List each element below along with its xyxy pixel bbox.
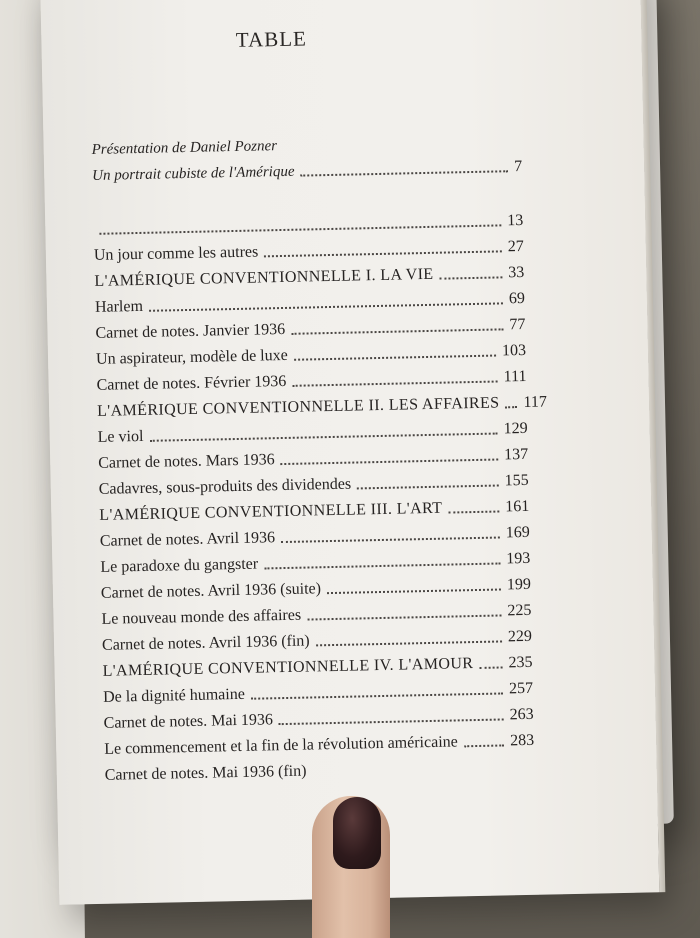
toc-entry-label: Le viol <box>97 427 144 446</box>
toc-entry-page: 193 <box>506 549 531 568</box>
toc-entry-page: 283 <box>509 731 535 750</box>
dot-leader <box>264 250 502 257</box>
dot-leader <box>291 328 503 334</box>
toc-entry-page: 225 <box>507 601 532 620</box>
toc-entry-label: Un jour comme les autres <box>93 243 259 264</box>
toc-entry-page: 169 <box>505 523 530 542</box>
toc-entry-page: 27 <box>507 237 524 256</box>
dot-leader <box>479 666 502 668</box>
dot-leader <box>251 692 503 699</box>
toc-entry-label: Carnet de notes. Février 1936 <box>96 372 287 394</box>
dot-leader <box>301 170 509 176</box>
toc-entry-page: 7 <box>513 157 523 176</box>
dot-leader <box>279 718 504 725</box>
dot-leader <box>307 614 501 620</box>
toc-entry-page: 235 <box>508 653 533 672</box>
toc-entry-label: Harlem <box>94 297 144 316</box>
page-title: TABLE <box>235 26 308 52</box>
dot-leader <box>327 588 501 594</box>
toc-entry-label: Carnet de notes. Mai 1936 (fin) <box>104 762 307 784</box>
toc-entry-label: Le paradoxe du gangster <box>100 555 259 576</box>
dot-leader <box>292 381 497 387</box>
toc-entry-page: 33 <box>508 263 525 282</box>
toc-entry-page: 155 <box>504 471 529 490</box>
painted-fingernail <box>333 797 381 869</box>
toc-entry-label: L'AMÉRIQUE CONVENTIONNELLE III. L'ART <box>99 499 443 524</box>
toc-entry-label: Cadavres, sous-produits des dividendes <box>98 475 352 498</box>
dot-leader <box>440 276 503 279</box>
dot-leader <box>264 562 500 569</box>
toc-entry-label: Le commencement et la fin de la révolution américaine <box>104 733 458 758</box>
toc-entry-page: 129 <box>503 419 528 438</box>
toc-entry-label: Carnet de notes. Avril 1936 (fin) <box>101 632 310 654</box>
toc-entry-page: 263 <box>509 705 534 724</box>
toc-entry-page: 103 <box>501 341 527 360</box>
toc-entry-label: Carnet de notes. Janvier 1936 <box>95 320 286 342</box>
toc-entry-label: Le nouveau monde des affaires <box>101 606 302 628</box>
dot-leader <box>281 459 499 466</box>
toc-entry-label: Carnet de notes. Mars 1936 <box>98 451 275 472</box>
toc-entry-page: 161 <box>505 497 530 516</box>
toc-entry-page: 199 <box>506 575 532 594</box>
toc-entry-label: Carnet de notes. Avril 1936 <box>99 529 276 550</box>
dot-leader <box>281 536 500 543</box>
toc-entry-label: Un portrait cubiste de l'Amérique <box>92 163 295 184</box>
dot-leader <box>506 406 518 408</box>
dot-leader <box>357 485 499 490</box>
toc-entry-label: L'AMÉRIQUE CONVENTIONNELLE I. LA VIE <box>94 265 434 290</box>
book-page <box>40 0 659 905</box>
toc-entry-page: 229 <box>507 627 533 646</box>
toc-entry-label: Carnet de notes. Mai 1936 <box>103 711 274 732</box>
toc-entry-label: De la dignité humaine <box>102 685 246 706</box>
dot-leader <box>464 744 504 747</box>
dot-leader <box>316 640 502 646</box>
toc-entry-label: Présentation de Daniel Pozner <box>91 138 278 158</box>
toc-entry-label: Carnet de notes. Avril 1936 (suite) <box>100 580 322 602</box>
toc-entry-page: 257 <box>508 679 534 698</box>
toc-entry-page: 69 <box>508 289 526 308</box>
toc-entry-label: L'AMÉRIQUE CONVENTIONNELLE II. LES AFFAIRES <box>96 394 500 420</box>
table-of-contents <box>91 125 548 784</box>
toc-entry-page: 111 <box>503 367 527 386</box>
dot-leader <box>294 355 496 361</box>
toc-entry-label: Un aspirateur, modèle de luxe <box>95 346 288 368</box>
dot-leader <box>448 510 499 513</box>
toc-entry-page: 137 <box>503 445 529 464</box>
toc-entry-label: L'AMÉRIQUE CONVENTIONNELLE IV. L'AMOUR <box>102 655 474 680</box>
toc-entry-page: 117 <box>523 393 548 411</box>
toc-entry-page: 77 <box>509 315 526 334</box>
toc-entry-page: 13 <box>507 211 524 230</box>
